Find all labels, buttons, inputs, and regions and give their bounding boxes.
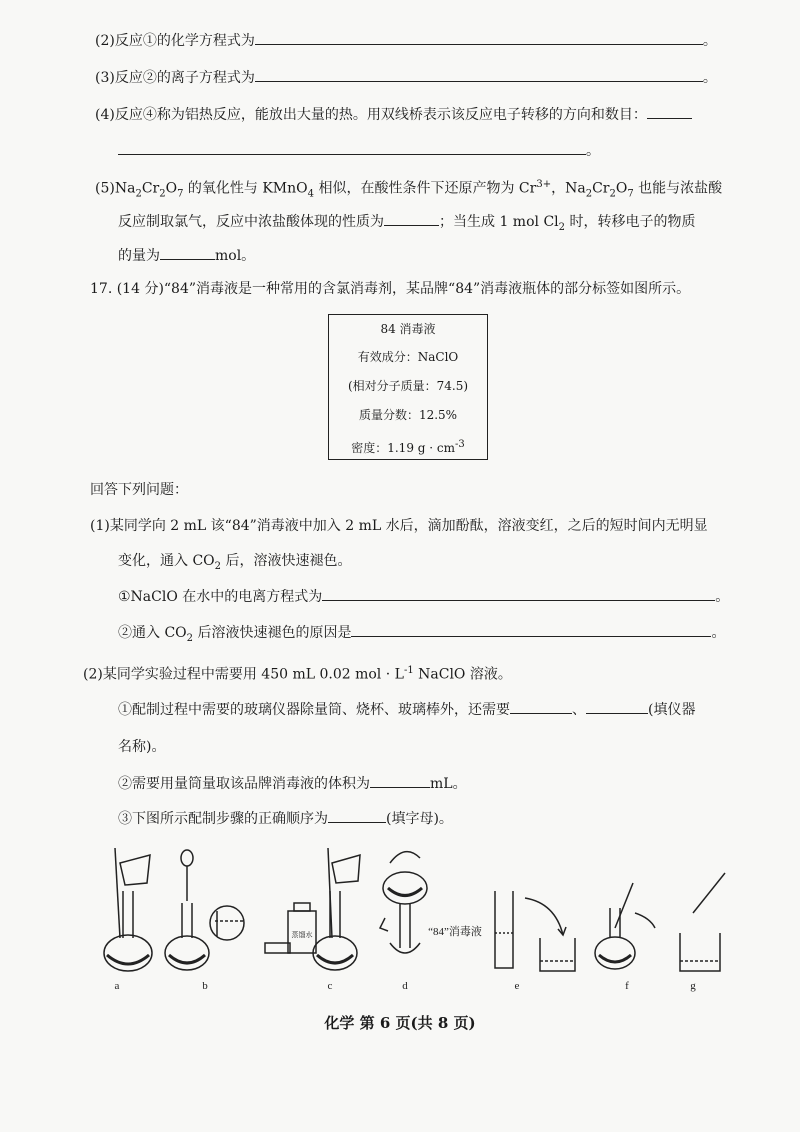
figure-f-label: f [625, 980, 629, 992]
q16-part5-line1: $(5)Na_2Cr_2O_7$ 的氧化性与 KMnO$_4$ 相似，在酸性条件下还原产物为 $Cr^{3+}$，$Na_2Cr_2O_7$ 也能与浓盐酸 [95, 179, 723, 200]
figure-b-dropper-flask [165, 850, 244, 992]
figure-a-label: a [114, 980, 120, 992]
disinfectant-label-box [328, 314, 488, 460]
figure-c-bottle-text: 蒸馏水 [291, 931, 313, 939]
q17-part2-q3: ③下图所示配制步骤的正确顺序为 (填字母)。 [118, 808, 453, 829]
label-mass-fraction: 质量分数：12.5% [358, 408, 458, 422]
figure-c-bottle-and-flask [265, 848, 360, 992]
q16-part4-continued: 。 [118, 140, 600, 161]
figure-g-stirring-beaker [680, 873, 725, 992]
figure-e-cylinder-to-beaker [428, 891, 575, 992]
q17-part2-q1-cont: 名称)。 [118, 739, 166, 755]
figure-d-label: d [402, 980, 408, 992]
label-density: 密度：1.19 $g \cdot cm^{-3}$ [351, 439, 465, 455]
label-title: 84 消毒液 [380, 322, 436, 336]
q17-part1-q2: ②通入 $CO_2$ 后溶液快速褪色的原因是 。 [118, 622, 725, 649]
q16-part3: (3)反应②的离子方程式为 。 [95, 67, 717, 88]
q17-part1-line2: 变化，通入 $CO_2$ 后，溶液快速褪色。 [118, 553, 352, 572]
q17-part2-q1: ①配制过程中需要的玻璃仪器除量筒、烧杯、玻璃棒外，还需要 、 (填仪器 [118, 699, 695, 720]
figure-a-pouring-into-flask [104, 848, 152, 992]
label-molar-mass: (相对分子质量：74.5) [347, 379, 469, 393]
figure-f-shaking-flask [595, 883, 655, 992]
page-footer: 化学 第 6 页(共 8 页) [324, 1014, 476, 1032]
figure-d-inverting-flask [380, 852, 427, 992]
q16-part4: (4)反应④称为铝热反应，能放出大量的热。用双线桥表示该反应电子转移的方向和数目： [95, 104, 692, 125]
figure-e-label: e [514, 980, 520, 992]
q17-intro: 17. (14 分)“84”消毒液是一种常用的含氯消毒剂，某品牌“84”消毒液瓶体的部分标签如图所示。 [90, 281, 691, 297]
answer-prompt: 回答下列问题： [90, 482, 188, 498]
q17-part1-q1: ①NaClO 在水中的电离方程式为 。 [118, 586, 729, 607]
q16-part2: (2)反应①的化学方程式为 。 [95, 30, 717, 51]
figure-c-label: c [327, 980, 333, 992]
q17-part1-line1: (1)某同学向 2 mL 该“84”消毒液中加入 2 mL 水后，滴加酚酞，溶液变红，之后的短时间内无明显 [90, 518, 708, 534]
figure-e-bottle-text: “84”消毒液 [428, 926, 482, 938]
figure-g-label: g [690, 980, 696, 992]
q17-part2-line1: (2)某同学实验过程中需要用 450 mL 0.02 mol · $L^{-1}$ NaClO 溶液。 [83, 665, 512, 683]
q17-part2-q2: ②需要用量筒量取该品牌消毒液的体积为 mL。 [118, 773, 467, 794]
q16-part5-line3: 的量为 mol。 [118, 245, 255, 266]
figure-b-label: b [202, 980, 208, 992]
q16-part5-line2: 反应制取氯气，反应中浓盐酸体现的性质为 ；当生成 1 mol $Cl_2$ 时，转移电子的物质 [118, 211, 695, 238]
procedure-figures [95, 843, 735, 1003]
label-ingredient: 有效成分：NaClO [357, 350, 459, 364]
